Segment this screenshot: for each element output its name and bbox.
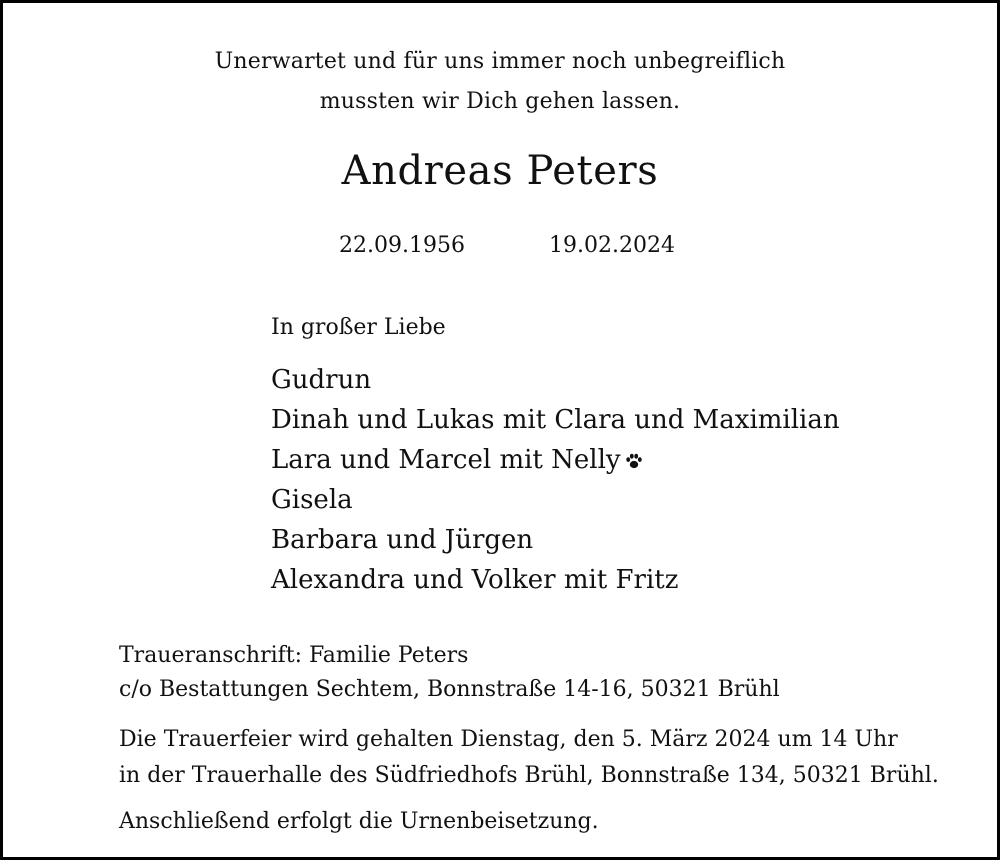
mourner-entry: Dinah und Lukas mit Clara und Maximilian [271,405,840,435]
ceremony-line-1: Die Trauerfeier wird gehalten Dienstag, den 5. März 2024 um 14 Uhr [119,727,898,752]
birth-date: 22.09.1956 [339,233,465,258]
death-date: 19.02.2024 [549,233,675,258]
ceremony-line-2: in der Trauerhalle des Südfriedhofs Brühl, Bonnstraße 134, 50321 Brühl. [119,763,939,788]
intro-line-1: Unerwartet und für uns immer noch unbegreiflich [214,49,786,74]
mourner-entry: Alexandra und Volker mit Fritz [271,565,679,595]
mourner-entry-label: Lara und Marcel mit Nelly [271,445,621,475]
mourner-entry: Gudrun [271,365,372,395]
mourning-address-line-1: Traueranschrift: Familie Peters [119,643,469,668]
mourner-entry: Barbara und Jürgen [271,525,534,555]
mourners-caption: In großer Liebe [271,315,446,340]
closing-note: Anschließend erfolgt die Urnenbeisetzung. [119,809,599,834]
mourner-entry-with-pet [271,447,644,473]
intro-line-2: mussten wir Dich gehen lassen. [319,89,681,114]
mourner-entry: Gisela [271,485,353,515]
mourning-address-line-2: c/o Bestattungen Sechtem, Bonnstraße 14-16, 50321 Brühl [119,677,780,702]
deceased-name: Andreas Peters [341,148,659,194]
paw-print-icon [624,451,644,471]
